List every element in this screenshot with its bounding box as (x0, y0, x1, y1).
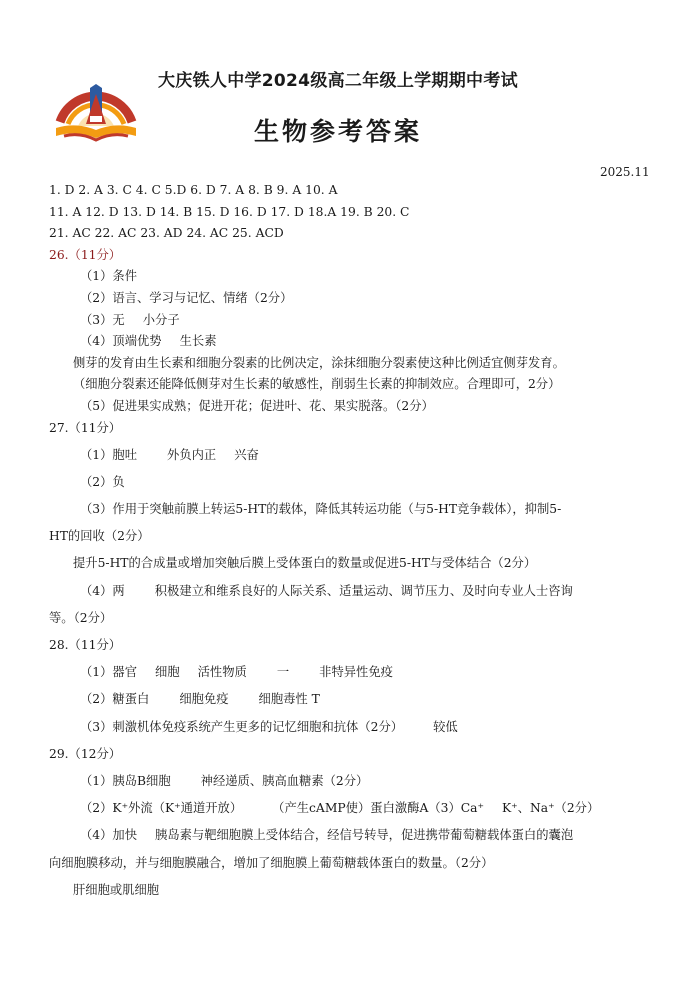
q26-answer-3 (49, 310, 647, 332)
q29-answer-2c: K⁺、Na⁺（2分） (502, 801, 600, 816)
q27-answer-3: （3）作用于突触前膜上转运5-HT的载体，降低其转运功能（与5-HT竞争载体），抑制5- (80, 502, 562, 517)
q27-answer-2: （2）负 (80, 474, 125, 489)
q28-answer-1a: （1）器官 (80, 665, 138, 680)
q27-answer-3-extra: 提升5-HT的合成量或增加突触后膜上受体蛋白的数量或促进5-HT与受体结合（2分） (73, 556, 537, 571)
q26-answer-3a: （3）无 (80, 312, 125, 327)
q26-answer-4b: 生长素 (179, 334, 217, 349)
answer-content (49, 180, 647, 901)
q29-answer-2a: （2）K⁺外流（K⁺通道开放） (80, 801, 243, 816)
school-title: 大庆铁人中学2024级高二年级上学期期中考试 (158, 71, 518, 91)
q29-answer-4b: 胰岛素与靶细胞膜上受体结合，经信号转导，促进携带葡萄糖载体蛋白的囊泡 (155, 828, 574, 843)
question-26-heading: 26.（11分） (49, 247, 122, 262)
mc-answers-line-3: 21. AC 22. AC 23. AD 24. AC 25. ACD (49, 226, 284, 241)
q29-answer-4a: （4）加快 (80, 828, 138, 843)
q27-answer-1b: 外负内正 (167, 447, 217, 462)
q26-explanation-note: （细胞分裂素还能降低侧芽对生长素的敏感性，削弱生长素的抑制效应。合理即可，2分） (73, 377, 561, 392)
question-28-heading: 28.（11分） (49, 638, 122, 653)
q28-answer-3b: 较低 (433, 719, 458, 734)
q26-answer-5: （5）促进果实成熟；促进开花；促进叶、花、果实脱落。（2分） (80, 398, 434, 413)
q26-explanation: 侧芽的发育由生长素和细胞分裂素的比例决定，涂抹细胞分裂素使这种比例适宜侧芽发育。 (73, 355, 565, 370)
q29-answer-1 (49, 771, 647, 793)
q27-answer-1c: 兴奋 (234, 447, 259, 462)
q29-answer-1a: （1）胰岛B细胞 (80, 773, 171, 788)
q27-answer-4b: 积极建立和维系良好的人际关系、适量运动、调节压力、及时向专业人士咨询 (154, 583, 573, 598)
q29-answer-1b: 神经递质、胰高血糖素（2分） (200, 773, 369, 788)
q27-answer-1a: （1）胞吐 (80, 447, 138, 462)
q28-answer-2a: （2）糖蛋白 (80, 692, 150, 707)
q28-answer-1 (49, 662, 647, 684)
q28-answer-2 (49, 689, 647, 711)
question-27-heading: 27.（11分） (49, 420, 122, 435)
q26-answer-1: （1）条件 (80, 269, 138, 284)
q28-answer-2b: 细胞免疫 (179, 692, 229, 707)
q26-answer-4a: （4）顶端优势 (80, 334, 162, 349)
q29-answer-2 (49, 798, 647, 820)
q29-answer-4-cont: 向细胞膜移动，并与细胞膜融合，增加了细胞膜上葡萄糖载体蛋白的数量。（2分） (49, 855, 494, 870)
q28-answer-1d: 一 (276, 665, 290, 680)
q27-answer-4a: （4）两 (80, 583, 125, 598)
q28-answer-1c: 活性物质 (197, 665, 247, 680)
page-title: 生物参考答案 (254, 117, 423, 146)
q27-answer-4-cont: 等。（2分） (49, 610, 113, 625)
q28-answer-3a: （3）刺激机体免疫系统产生更多的记忆细胞和抗体（2分） (80, 719, 404, 734)
q29-answer-2b: （产生cAMP使）蛋白激酶A（3）Ca⁺ (272, 801, 484, 816)
q28-answer-2c: 细胞毒性 T (258, 692, 320, 707)
q28-answer-1e: 非特异性免疫 (319, 665, 393, 680)
q26-answer-3b: 小分子 (142, 312, 180, 327)
q29-answer-4-extra: 肝细胞或肌细胞 (73, 882, 160, 897)
q27-answer-3-cont: HT的回收（2分） (49, 529, 150, 544)
q27-answer-4 (49, 581, 647, 603)
exam-date: 2025.11 (600, 165, 650, 179)
question-29-heading: 29.（12分） (49, 746, 122, 761)
mc-answers-line-2: 11. A 12. D 13. D 14. B 15. D 16. D 17. D 18.A 19. B 20. C (49, 204, 410, 219)
q28-answer-1b: 细胞 (155, 665, 180, 680)
q26-answer-2: （2）语言、学习与记忆、情绪（2分） (80, 290, 293, 305)
q27-answer-1 (49, 445, 647, 467)
q28-answer-3 (49, 717, 647, 739)
mc-answers-line-1: 1. D 2. A 3. C 4. C 5.D 6. D 7. A 8. B 9. A 10. A (49, 183, 338, 197)
q29-answer-4 (49, 825, 647, 847)
school-logo-icon (50, 66, 142, 144)
q26-answer-4 (49, 331, 647, 353)
